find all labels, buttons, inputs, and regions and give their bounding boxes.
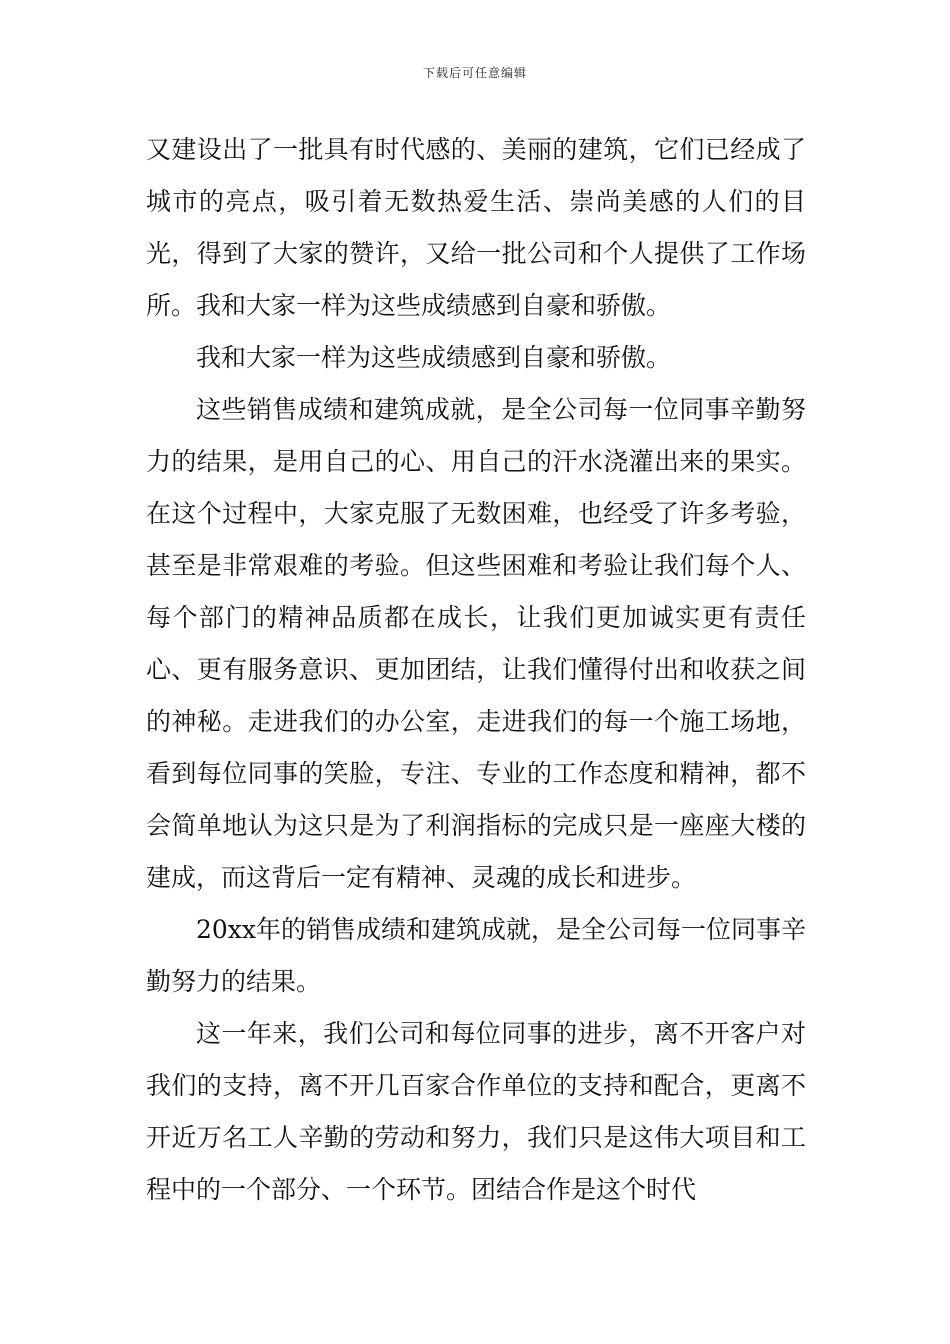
paragraph-continued: 又建设出了一批具有时代感的、美丽的建筑，它们已经成了城市的亮点，吸引着无数热爱生活、崇尚美感的人们的目光，得到了大家的赞许，又给一批公司和个人提供了工作场所。我和大家一样为这些成绩感到自豪和骄傲。 <box>146 135 806 320</box>
paragraph: 这一年来，我们公司和每位同事的进步，离不开客户对我们的支持，离不开几百家合作单位的支持和配合，更离不开近万名工人辛勤的劳动和努力，我们只是这伟大项目和工程中的一个部分、一个环节。团结合作是这个时代 <box>146 1019 806 1204</box>
paragraph: 这些销售成绩和建筑成就，是全公司每一位同事辛勤努力的结果，是用自己的心、用自己的汗水浇灌出来的果实。在这个过程中，大家克服了无数困难，也经受了许多考验，甚至是非常艰难的考验。但这些困难和考验让我们每个人、每个部门的精神品质都在成长，让我们更加诚实更有责任心、更有服务意识、更加团结，让我们懂得付出和收获之间的神秘。走进我们的办公室，走进我们的每一个施工场地，看到每位同事的笑脸，专注、专业的工作态度和精神，都不会简单地认为这只是为了利润指标的完成只是一座座大楼的建成，而这背后一定有精神、灵魂的成长和进步。 <box>146 395 806 892</box>
paragraph: 我和大家一样为这些成绩感到自豪和骄傲。 <box>196 343 672 372</box>
paragraph: 20xx年的销售成绩和建筑成就，是全公司每一位同事辛勤努力的结果。 <box>146 915 807 996</box>
page-header: 下载后可任意编辑 <box>422 66 527 80</box>
document-body <box>146 124 806 1216</box>
